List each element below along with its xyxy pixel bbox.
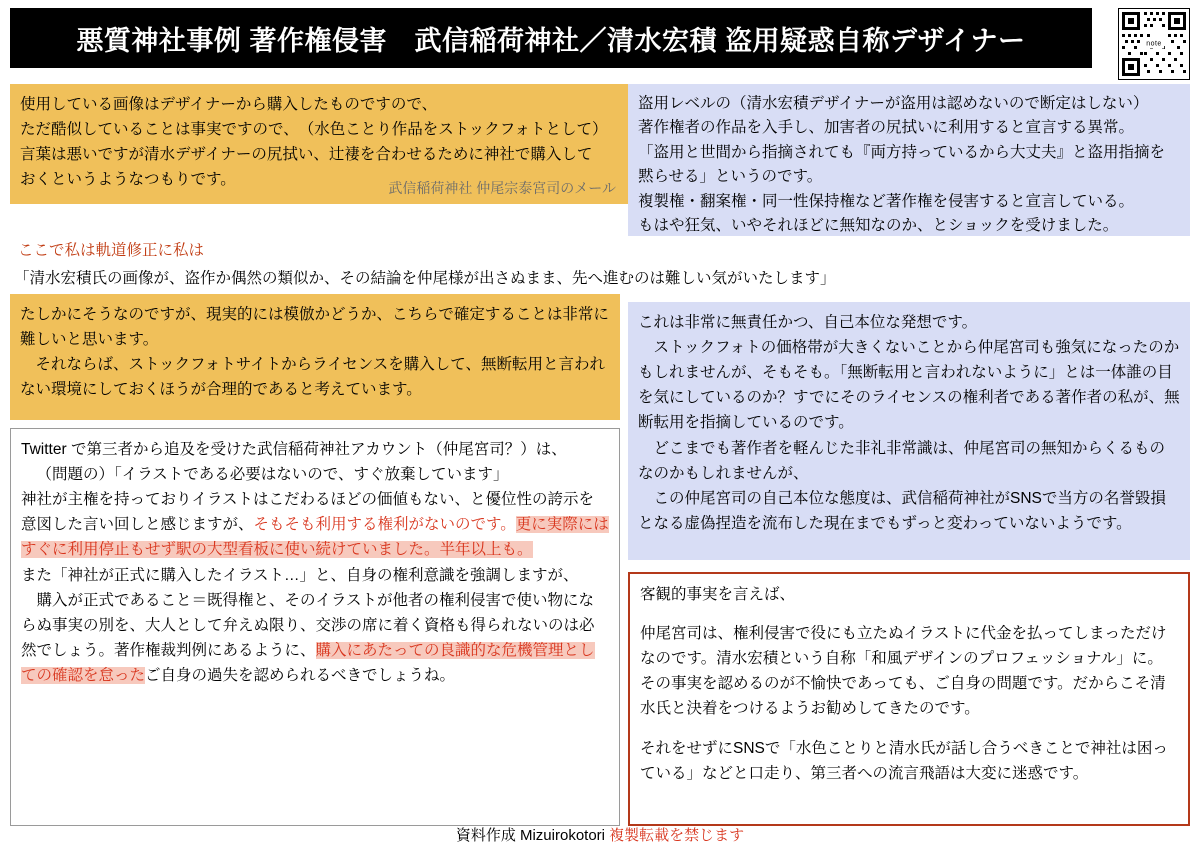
- mail-source-credit: 武信稲荷神社 仲尾宗泰宮司のメール: [388, 180, 616, 197]
- shrine-reply-box: [10, 294, 620, 420]
- objective-paragraph-2: 仲尾宮司は、権利侵害で役にも立たぬイラストに代金を払ってしまっただけなのです。清水宏積という自称「和風デザインのプロフェッショナル」に。その事実を認めるのが不愉快であっても、ご自身の問題です。だからこそ清水氏と決着をつけるようお勧めしてきたのです。: [640, 625, 1167, 718]
- twitter-paragraph-2: （問題の）「イラストである必要はないので、すぐ放棄しています」: [36, 466, 509, 484]
- footer-credit: [0, 824, 1200, 845]
- irresp-paragraph-3: どこまでも著作者を軽んじた非礼非常識は、仲尾宮司の無知からくるものなのかもしれませんが、: [638, 439, 1166, 482]
- qr-code-icon[interactable]: [1118, 8, 1190, 80]
- twitter-p3-highlight-2: 更に実際にはすぐに利用停止もせず駅の大型看板に使い続けていました。半年以上も。: [21, 516, 609, 559]
- twitter-paragraph-4: また「神社が正式に購入したイラスト…」と、自身の権利意識を強調しますが、: [21, 566, 579, 584]
- twitter-paragraph-5: [21, 588, 609, 688]
- redirect-note: ここで私は軌道修正に私は: [18, 242, 205, 259]
- level-line-3: 「盗用と世間から指摘されても『両方持っているから大丈夫』と盗用指摘を黙らせる」というのです。: [638, 143, 1166, 186]
- footer-warning: 複製転載を禁じます: [609, 827, 745, 844]
- twitter-p3-text: 神社が主権を持っておりイラストはこだわるほどの価値もない、と優位性の誇示を意図した言い回しと感じますが、: [21, 491, 595, 534]
- footer-credit-text: 資料作成 Mizuirokotori: [455, 827, 610, 844]
- objective-paragraph-1: 客観的事実を言えば、: [640, 586, 796, 603]
- level-line-1: 盗用レベルの（清水宏積デザイナーが盗用は認めないので断定はしない）: [638, 95, 1149, 112]
- twitter-paragraph-1: Twitter で第三者から追及を受けた武信稲荷神社アカウント（仲尾宮司？）は、: [21, 441, 567, 458]
- level-line-4: 複製権・翻案権・同一性保持権など著作権を侵害すると宣言している。: [638, 192, 1135, 210]
- agree-paragraph-2: それならば、ストックフォトサイトからライセンスを購入して、無断転用と言われない環境にしておくほうが合理的であると考えています。: [20, 356, 605, 399]
- twitter-p5-tail: ご自身の過失を認められるべきでしょうね。: [145, 666, 456, 684]
- twitter-p5-highlight: 購入にあたっての良識的な危機管理としての確認を怠った: [21, 641, 595, 684]
- mail-line-4: おくというようなつもりです。: [20, 171, 236, 189]
- author-quote-line: 「清水宏積氏の画像が、盗作か偶然の類似か、その結論を仲尾様が出さぬまま、先へ進むのは難しい気がいたします」: [14, 270, 836, 287]
- level-line-2: 著作権者の作品を入手し、加害者の尻拭いに利用すると宣言する異常。: [638, 119, 1135, 137]
- mail-line-1: 使用している画像はデザイナーから購入したものですので、: [20, 96, 438, 113]
- mail-quote-box: [10, 84, 630, 204]
- agree-paragraph-1: たしかにそうなのですが、現実的には模倣かどうか、こちらで確定することは非常に難しいと思います。: [20, 306, 609, 349]
- twitter-account-box: [10, 428, 620, 826]
- objective-paragraph-3: それをせずにSNSで「水色ことりと清水氏が話し合うべきことで神社は困っている」などと口走り、第三者への流言飛語は大変に迷惑です。: [640, 739, 1168, 782]
- level-line-5: もはや狂気、いやそれほどに無知なのか、とショックを受けました。: [638, 217, 1119, 235]
- twitter-p3-highlight-1: そもそも利用する権利がないのです。: [253, 516, 516, 534]
- copyright-level-box: [628, 84, 1190, 236]
- objective-facts-box: [628, 572, 1190, 826]
- irresp-paragraph-4: この仲尾宮司の自己本位な態度は、武信稲荷神社がSNSで当方の名誉毀損となる虚偽捏造を流布した現在までもずっと変わっていないようです。: [638, 489, 1166, 532]
- twitter-paragraph-3: [21, 487, 609, 562]
- irresponsible-comment-box: [628, 302, 1190, 560]
- mail-line-3: 言葉は悪いですが清水デザイナーの尻拭い、辻褄を合わせるために神社で購入して: [20, 146, 593, 164]
- irresp-paragraph-1: これは非常に無責任かつ、自己本位な発想です。: [638, 314, 978, 331]
- qr-label: note: [1146, 40, 1162, 48]
- irresp-paragraph-2: ストックフォトの価格帯が大きくないことから仲尾宮司も強気になったのかもしれませんが、そもそも。「無断転用と言われないように」とは一体誰の目を気にしているのか？すでにそのライセンスの権利者である著作者の私が、無断転用を指摘しているのです。: [638, 339, 1180, 432]
- page-title: 悪質神社事例 著作権侵害 武信稲荷神社／清水宏積 盗用疑惑自称デザイナー: [10, 8, 1092, 68]
- header: [10, 8, 1190, 72]
- twitter-p5-text: 購入が正式であること＝既得権と、そのイラストが他者の権利侵害で使い物にならぬ事実の別を、大人として弁えぬ限り、交渉の席に着く資格も得られないのは必然でしょう。著作権裁判例にあるように、: [21, 591, 595, 659]
- mail-line-2: ただ酷似していることは事実ですので、 （水色ことり作品をストックフォトとして）: [20, 121, 608, 139]
